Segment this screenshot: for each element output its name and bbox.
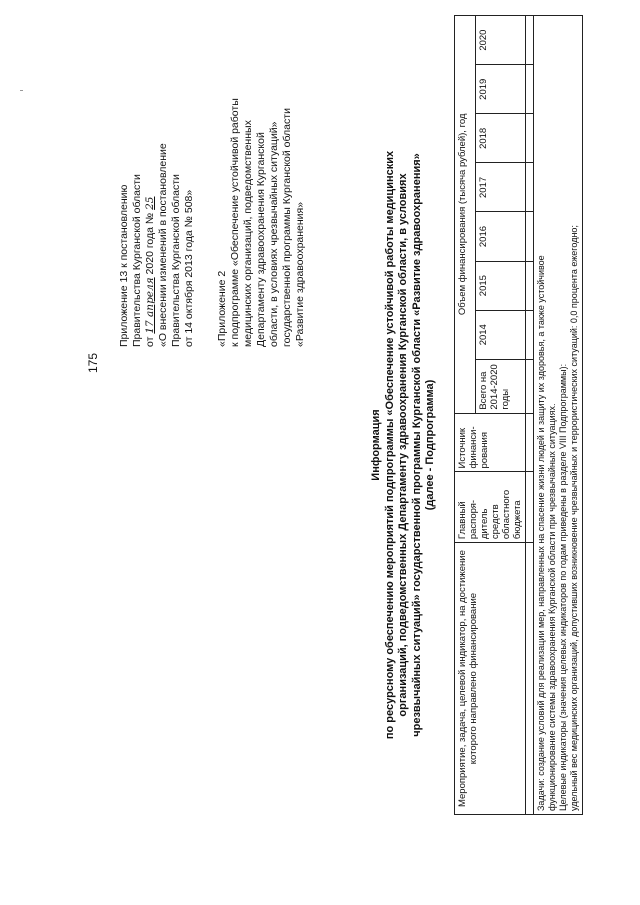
annex-13-year: 2020 года № (144, 212, 156, 275)
col-event-header: Мероприятие, задача, целевой индикатор, на достижение которого направлено финансирование (455, 543, 526, 815)
annex-13-line: Правительства Курганской области (131, 174, 143, 347)
funding-table (454, 15, 583, 815)
annex-2-line: области, в условиях чрезвычайных ситуаций» (268, 121, 280, 347)
year-2020: 2020 (476, 16, 526, 65)
spacer-cell (526, 413, 534, 472)
spacer-cell (526, 114, 534, 163)
table-spacer-row (526, 16, 534, 815)
annex-2-line: к подпрограмме «Обеспечение устойчивой работы (229, 98, 241, 347)
col-total-header: Всего на 2014-2020 годы (476, 359, 526, 413)
annex-13-date-line (144, 17, 157, 347)
spacer-cell (526, 261, 534, 310)
title-line: (далее - Подпрограмма) (424, 379, 437, 511)
col-main-steward-header: Главный распоря- дитель средств областного бюджета (455, 472, 526, 543)
spacer-cell (526, 310, 534, 359)
annex-2-line: Департаменту здравоохранения Курганской (255, 132, 267, 347)
annex-13-line: от 14 октября 2013 года № 508» (183, 189, 195, 347)
annex-2-line: государственной программы Курганской области (281, 108, 293, 347)
table-body-row (534, 16, 583, 815)
table-body-text (534, 16, 583, 815)
year-2016: 2016 (476, 212, 526, 261)
title-line: Информация (370, 409, 382, 481)
spacer-cell (526, 472, 534, 543)
annex-13-line: Правительства Курганской области (170, 174, 182, 347)
document-title (370, 15, 438, 875)
annex-13-line: «О внесении изменений в постановление (157, 143, 169, 347)
annex-13-from: от (144, 336, 156, 347)
body-line: Целевые индикаторы (значения целевых индикаторов по годам приведены в разделе VIII Подпрограммы): (558, 363, 568, 811)
year-2018: 2018 (476, 114, 526, 163)
spacer-cell (526, 543, 534, 815)
title-line: чрезвычайных ситуаций» государственной программы Курганской области «Развитие здравоохранения» (410, 153, 423, 737)
annex-2-line: «Приложение 2 (216, 270, 228, 347)
body-line: Задачи: создание условий для реализации мер, направленных на спасение жизни людей и защиту их здоровья, а также устойчивое (536, 255, 546, 811)
handwritten-date: 17 апреля (144, 277, 156, 334)
col-funding-header: Объем финансирования (тысяча рублей), год (455, 16, 476, 414)
col-source-header: Источник финанси- рования (455, 413, 526, 472)
table-header-row (455, 16, 476, 815)
handwritten-number: 25 (144, 196, 156, 210)
year-2017: 2017 (476, 163, 526, 212)
annex-2-block (216, 17, 307, 347)
annex-2-line: медицинских организаций, подведомственных (242, 120, 254, 347)
annex-13-line: Приложение 13 к постановлению (118, 184, 130, 347)
title-line: по ресурсному обеспечению мероприятий подпрограммы «Обеспечение устойчивой работы медицинских (383, 150, 396, 740)
annex-13-block (118, 17, 196, 347)
spacer-cell (526, 359, 534, 413)
annex-2-line: «Развитие здравоохранения» (294, 201, 306, 347)
page-number: 175 (86, 352, 100, 373)
year-2014: 2014 (476, 310, 526, 359)
title-line: организаций, подведомственных Департаменту здравоохранения Курганской области, в условиях (397, 173, 410, 717)
year-2019: 2019 (476, 65, 526, 114)
body-line: удельный вес медицинских организаций, допустивших возникновение чрезвычайных и террористических ситуаций: 0,0 процента ежегодно; (569, 225, 579, 811)
spacer-cell (526, 212, 534, 261)
spacer-cell (526, 16, 534, 65)
body-line: функционирование системы здравоохранения Курганской области при чрезвычайных ситуациях. (547, 403, 557, 811)
spacer-cell (526, 65, 534, 114)
spacer-cell (526, 163, 534, 212)
year-2015: 2015 (476, 261, 526, 310)
